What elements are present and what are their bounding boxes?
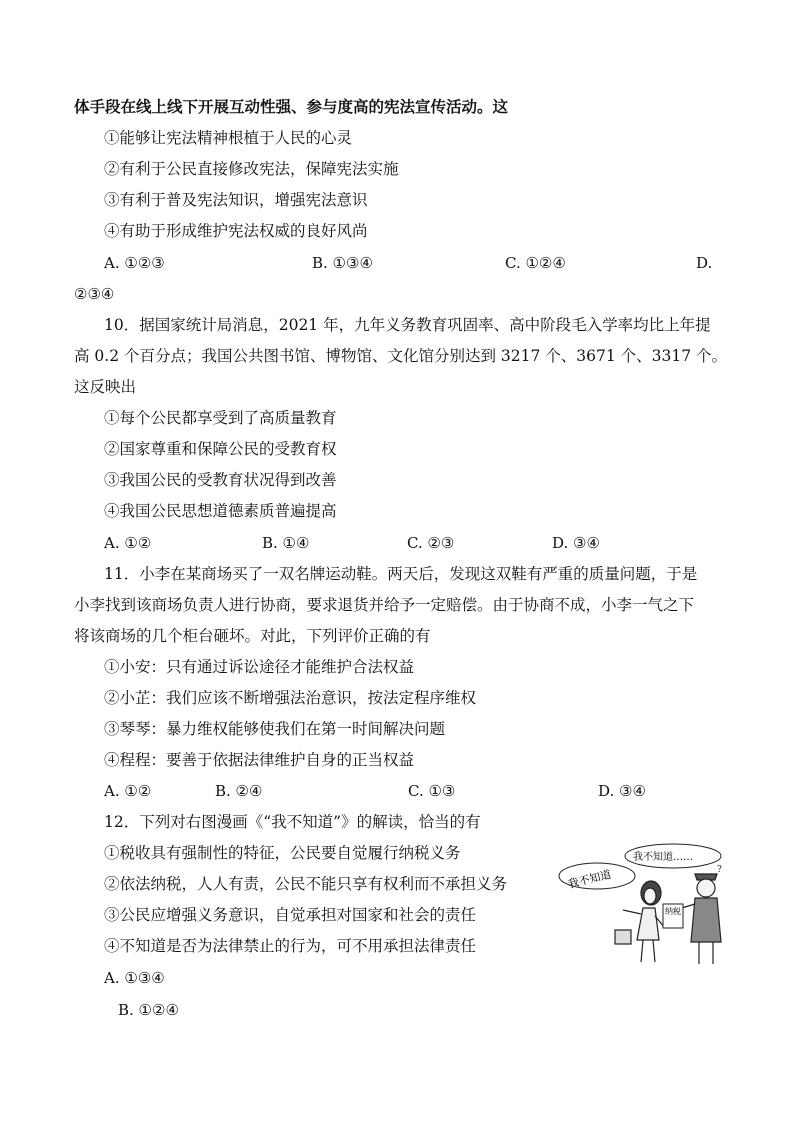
q11-option-a: A. ①② [104,782,152,800]
q9-option-b: B. ①③④ [312,254,373,272]
q10-option-b: B. ①④ [262,534,310,552]
q10-statement-1: ①每个公民都享受到了高质量教育 [104,409,337,427]
q12-option-a: A. ①③④ [104,969,165,987]
bubble-left-text: 我不知道 [566,867,613,892]
q11-statement-1: ①小安：只有通过诉讼途径才能维护合法权益 [104,658,415,676]
q12-stem: 12．下列对右图漫画《“我不知道”》的解读，恰当的有 [104,813,481,831]
q12-statement-3: ③公民应增强义务意识，自觉承担对国家和社会的责任 [104,906,477,924]
tax-sign-text: 纳税 [665,907,681,916]
q10-statement-4: ④我国公民思想道德素质普遍提高 [104,502,337,520]
q11-stem-line-2: 小李找到该商场负责人进行协商，要求退货并给予一定赔偿。由于协商不成，小李一气之下 [74,596,695,614]
q9-statement-2: ②有利于公民直接修改宪法，保障宪法实施 [104,160,399,178]
q10-option-a: A. ①② [104,534,152,552]
q9-option-c: C. ①②④ [505,254,566,272]
woman-figure [615,881,665,962]
cartoon-illustration [555,838,733,970]
q11-stem-line-3: 将该商场的几个柜台砸坏。对此，下列评价正确的有 [74,627,431,645]
q10-statement-3: ③我国公民的受教育状况得到改善 [104,471,337,489]
q10-option-d: D. ③④ [552,534,600,552]
q11-stem-line-1: 11．小李在某商场买了一双名牌运动鞋。两天后，发现这双鞋有严重的质量问题，于是 [104,565,698,583]
q11-option-c: C. ①③ [408,782,456,800]
q9-statement-3: ③有利于普及宪法知识，增强宪法意识 [104,191,368,209]
q11-option-d: D. ③④ [598,782,646,800]
intro-line: 体手段在线上线下开展互动性强、参与度高的宪法宣传活动。这 [74,97,509,116]
q12-option-b: B. ①②④ [118,1001,179,1019]
q10-stem-line-3: 这反映出 [74,378,137,396]
q10-stem-line-2: 高 0.2 个百分点；我国公共图书馆、博物馆、文化馆分别达到 3217 个、3671 个、3317 个。 [74,347,728,365]
q9-statement-4: ④有助于形成维护宪法权威的良好风尚 [104,222,368,240]
bubble-right-text: 我不知道…… [633,852,693,863]
q9-statement-1: ①能够让宪法精神根植于人民的心灵 [104,129,353,147]
q9-option-d-wrap: ②③④ [74,285,115,303]
q11-statement-4: ④程程：要善于依据法律维护自身的正当权益 [104,751,415,769]
q11-statement-3: ③琴琴：暴力维权能够使我们在第一时间解决问题 [104,720,446,738]
q10-option-c: C. ②③ [407,534,455,552]
q12-statement-2: ②依法纳税，人人有责，公民不能只享有权利而不承担义务 [104,875,508,893]
q9-option-d: D. [696,254,713,272]
q11-statement-2: ②小芷：我们应该不断增强法治意识，按法定程序维权 [104,689,477,707]
svg-text:?: ? [717,865,722,875]
q12-statement-4: ④不知道是否为法律禁止的行为，可不用承担法律责任 [104,937,477,955]
q12-statement-1: ①税收具有强制性的特征，公民要自觉履行纳税义务 [104,844,461,862]
q10-statement-2: ②国家尊重和保障公民的受教育权 [104,440,337,458]
q9-option-a: A. ①②③ [104,254,165,272]
q10-stem-line-1: 10．据国家统计局消息，2021 年，九年义务教育巩固率、高中阶段毛入学率均比上年提 [104,316,711,334]
q11-option-b: B. ②④ [215,782,263,800]
